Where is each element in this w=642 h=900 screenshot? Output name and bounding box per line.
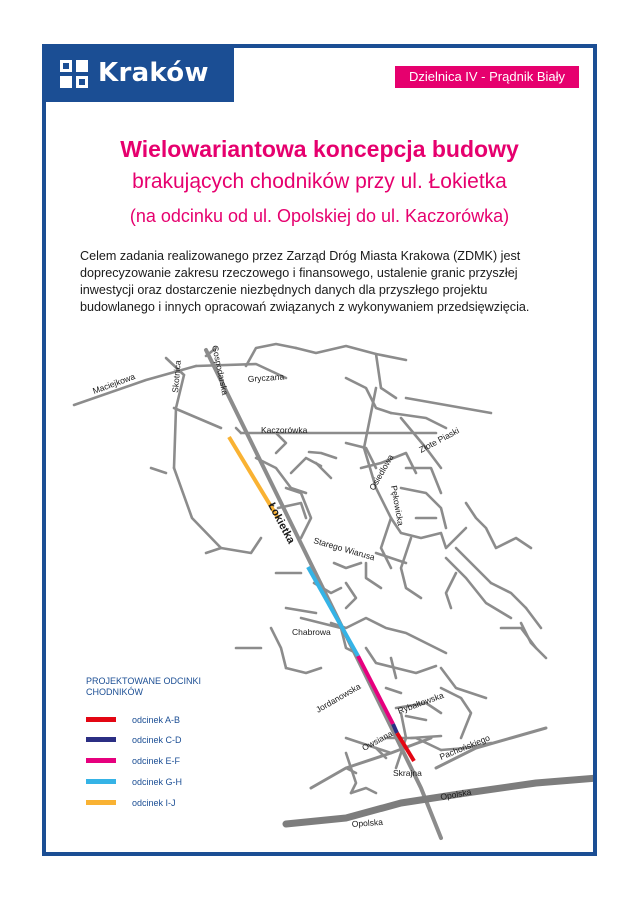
legend-title: PROJEKTOWANE ODCINKI CHODNIKÓW	[86, 676, 202, 697]
label-jordanowska: Jordanowska	[314, 681, 363, 715]
label-kaczorowka: Kaczorówka	[261, 425, 308, 435]
intro-paragraph: Celem zadania realizowanego przez Zarząd Dróg Miasta Krakowa (ZDMK) jest doprecyzowanie zakresu rzeczowego i finansowego, ustalenie granic przyszłej inwestycji oraz dostarczenie niezbędnych danych dla przyszłego projektu budowlanego i innych opracowań związanych z wykonywaniem przedsięwzięcia.	[80, 249, 530, 314]
label-gryczana: Gryczana	[247, 371, 285, 384]
label-opolska-right: Opolska	[439, 786, 473, 802]
label-skotnica: Skotnica	[170, 359, 183, 394]
legend-swatch	[86, 758, 116, 763]
legend-label: odcinek G-H	[132, 777, 183, 787]
legend-swatch	[86, 737, 116, 742]
legend-label: odcinek I-J	[132, 798, 176, 808]
segment-g-h	[308, 567, 358, 656]
street-map	[46, 48, 593, 852]
district-badge: Dzielnica IV - Prądnik Biały	[395, 66, 579, 88]
legend-swatch	[86, 800, 116, 805]
label-maciejkowa: Maciejkowa	[91, 371, 137, 396]
label-chabrowa: Chabrowa	[292, 627, 331, 637]
legend-label: odcinek A-B	[132, 715, 181, 725]
legend-swatch	[86, 717, 116, 722]
legend-label: odcinek C-D	[132, 735, 182, 745]
label-lokietka: Łokietka	[265, 500, 297, 546]
poster-frame	[42, 44, 597, 856]
label-pachonskiego: Pachońskiego	[438, 732, 492, 762]
label-owsiana: Owsiana	[360, 728, 395, 753]
title-line-3: (na odcinku od ul. Opolskiej do ul. Kaczorówka)	[129, 206, 510, 226]
label-starego-wiarusa: Starego Wiarusa	[312, 535, 377, 563]
title-line-1: Wielowariantowa koncepcja budowy	[120, 136, 519, 162]
label-pekowicka: Pękowicka	[389, 484, 406, 527]
title-line-2: brakujących chodników przy ul. Łokietka	[132, 170, 507, 193]
label-gospodarska: Gospodarska	[210, 344, 231, 396]
label-rybaltowska: Rybałtowska	[396, 690, 445, 716]
logo-text: Kraków	[98, 58, 209, 88]
legend-label: odcinek E-F	[132, 756, 181, 766]
label-skrajna: Skrajna	[393, 768, 422, 778]
label-opolska-left: Opolska	[351, 816, 384, 829]
label-osiedlowa: Osiedlowa	[367, 452, 396, 492]
label-zlote-piaski: Złote Piaski	[417, 425, 461, 455]
legend-swatch	[86, 779, 116, 784]
main-roads	[206, 350, 593, 838]
